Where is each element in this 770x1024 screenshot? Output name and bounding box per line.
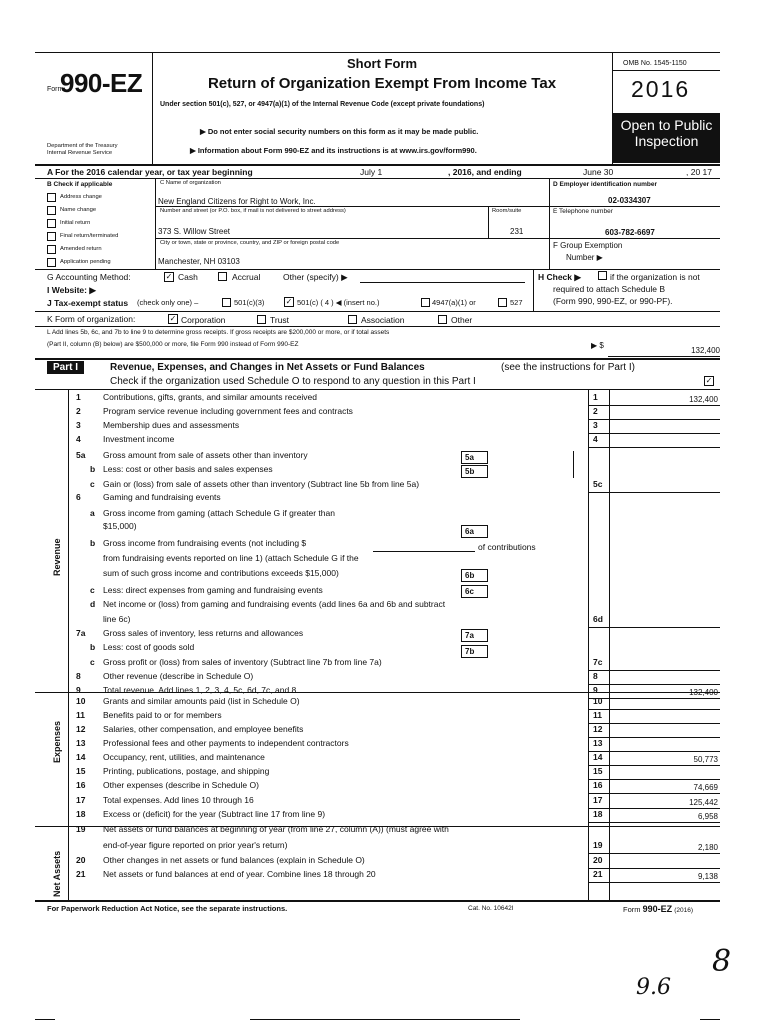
amount-row-rule [588,698,720,699]
under-section: Under section 501(c), 527, or 4947(a)(1) of the Internal Revenue Code (except private foundations) [160,101,485,108]
line-number: b [90,642,96,652]
phone-label: E Telephone number [553,208,613,215]
amount-row-rule [588,868,720,869]
line-number: 21 [76,869,86,879]
line-text: Gross income from fundraising events (not including $ [103,538,307,548]
column-line-label: 6d [593,614,603,624]
group-exemption-label: F Group Exemption [553,241,623,250]
amount-row-rule [588,709,720,710]
line-l-text2: (Part II, column (B) below) are $500,000 or more, file Form 990 instead of Form 990-EZ [47,341,299,348]
column-line-label: 5c [593,479,603,489]
line-number: b [90,464,96,474]
net-assets-side-label: Net Assets [52,850,62,897]
line-text: Gain or (loss) from sale of assets other than inventory (Subtract line 5b from line 5a) [103,479,420,489]
line-number: 9 [76,685,81,695]
check-h-text3: required to attach Schedule B [553,284,665,294]
line-text: Program service revenue including government fees and contracts [103,406,353,416]
name-change-checkbox[interactable] [47,206,56,215]
line-text: Gross amount from sale of assets other than inventory [103,450,308,460]
line-amount[interactable]: 50,773 [693,755,718,764]
info-notice: ▶ Information about Form 990-EZ and its instructions is at www.irs.gov/form990. [190,146,477,155]
dept-label: Department of the Treasury [47,143,118,149]
line-amount[interactable]: 132,400 [689,688,718,697]
line-text: Net income or (loss) from gaming and fundraising events (add lines 6a and 6b and subtract [103,599,446,609]
line-text: Other changes in net assets or fund balances (explain in Schedule O) [103,855,365,865]
line-text: Membership dues and assessments [103,420,240,430]
name-change-label: Name change [60,207,97,213]
column-line-label: 11 [593,710,602,720]
amount-row-rule [588,793,720,794]
footer-form-year: (2016) [674,907,693,914]
other-method-label: Other (specify) ▶ [283,272,348,282]
application-pending-checkbox[interactable] [47,258,56,267]
section-b-label: B Check if applicable [47,181,113,188]
revenue-side-label: Revenue [52,538,62,576]
line-amount[interactable]: 2,180 [697,843,718,852]
line-amount[interactable]: 74,669 [693,783,718,792]
line-number: 3 [76,420,81,430]
tax-year-begin: July 1 [360,167,383,177]
address-change-label: Address change [60,194,102,200]
tax-year-end-year: , 20 17 [686,167,712,177]
column-line-label: 18 [593,809,603,819]
org-name[interactable]: New England Citizens for Right to Work, Inc. [158,197,316,206]
trust-label: Trust [270,315,290,325]
box-6b: 6b [461,569,488,582]
paperwork-notice: For Paperwork Reduction Act Notice, see the separate instructions. [47,904,288,913]
ein-value[interactable]: 02-0334307 [608,196,651,205]
other-org-checkbox[interactable] [438,315,447,324]
ssn-notice: ▶ Do not enter social security numbers on this form as it may be made public. [200,127,479,136]
form-prefix: Form [47,86,64,93]
line-number: 8 [76,671,81,681]
amount-row-rule [588,751,720,752]
amount-row-rule [588,723,720,724]
amount-row-rule [588,684,720,685]
501c3-checkbox[interactable] [222,298,231,307]
amount-row-rule [588,853,720,854]
amount-row-rule [588,779,720,780]
amount-row-rule [588,808,720,809]
amended-return-checkbox[interactable] [47,245,56,254]
line-number: 16 [76,780,86,790]
initial-return-checkbox[interactable] [47,219,56,228]
association-checkbox[interactable] [348,315,357,324]
amount-row-rule [588,822,720,823]
tax-exempt-label: J Tax-exempt status [47,298,129,308]
amount-row-rule [588,627,720,628]
527-checkbox[interactable] [498,298,507,307]
501c3-label: 501(c)(3) [234,298,265,307]
line-number: 4 [76,434,81,444]
line-amount[interactable]: 6,958 [697,812,718,821]
box-5b: 5b [461,465,488,478]
website-label: I Website: ▶ [47,285,96,295]
final-return-checkbox[interactable] [47,232,56,241]
open-public-label: Open to Public [620,117,713,133]
column-line-label: 13 [593,738,603,748]
schedule-o-check-text: Check if the organization used Schedule O to respond to any question in this Part I [110,376,476,387]
line-number: 5a [76,450,86,460]
column-line-label: 12 [593,724,603,734]
tax-year: 2016 [631,76,691,102]
column-line-label: 19 [593,840,603,850]
ein-label: D Employer identification number [553,181,658,188]
line-number: 7a [76,628,86,638]
line-text: Gross income from gaming (attach Schedule G if greater than [103,508,335,518]
line-text: line 6c) [103,614,131,624]
line-number: c [90,585,95,595]
line-number: 15 [76,766,86,776]
line-number: 17 [76,795,86,805]
expenses-side-label: Expenses [52,720,62,763]
line-text: Other expenses (describe in Schedule O) [103,780,259,790]
city-state-zip[interactable]: Manchester, NH 03103 [158,257,240,266]
column-line-label: 17 [593,795,603,805]
footer-form-label [623,904,693,914]
inspection-label: Inspection [634,133,699,149]
amended-return-label: Amended return [60,246,102,252]
line-number: 19 [76,824,86,834]
column-line-label: 14 [593,752,603,762]
column-line-label: 20 [593,855,603,865]
line-amount[interactable]: 125,442 [689,798,718,807]
form-number: 990-EZ [60,68,143,98]
line-number: 13 [76,738,86,748]
line-number: 18 [76,809,86,819]
catalog-number: Cat. No. 10642I [468,905,514,912]
phone-value[interactable]: 603-782-6697 [605,228,655,237]
handwritten-note-2: 8 [712,944,732,979]
501c-label: 501(c) ( 4 ) ◀ (insert no.) [297,298,380,307]
final-return-label: Final return/terminated [60,233,119,239]
accrual-label: Accrual [232,272,261,282]
line-text: sum of such gross income and contributions exceeds $15,000) [103,568,339,578]
line-text: Occupancy, rent, utilities, and maintenance [103,752,265,762]
line-number: 1 [76,392,81,402]
box-6a: 6a [461,525,488,538]
amount-row-rule [588,492,720,493]
form-title: Return of Organization Exempt From Income Tax [207,75,557,92]
line-text: Gaming and fundraising events [103,492,221,502]
line-text: Investment income [103,434,175,444]
line-text: Net assets or fund balances at beginning of year (from line 27, column (A)) (must agree with [103,824,449,834]
trust-checkbox[interactable] [257,315,266,324]
line-text: Gross sales of inventory, less returns and allowances [103,628,304,638]
org-form-label: K Form of organization: [47,314,136,324]
part1-title: Revenue, Expenses, and Changes in Net Assets or Fund Balances [110,362,425,373]
line-number: c [90,657,95,667]
check-h-text2: if the organization is not [610,272,700,282]
4947-label: 4947(a)(1) or [432,298,476,307]
line-text: Other revenue (describe in Schedule O) [103,671,254,681]
city-label: City or town, state or province, country, and ZIP or foreign postal code [160,240,340,246]
line-text: end-of-year figure reported on prior year's return) [103,840,288,850]
box-6c: 6c [461,585,488,598]
line-number: c [90,479,95,489]
column-line-label: 4 [593,434,598,444]
line-number: 2 [76,406,81,416]
line-number: 10 [76,696,86,706]
accrual-checkbox[interactable] [218,272,227,281]
column-line-label: 8 [593,671,598,681]
box-7b: 7b [461,645,488,658]
address-change-checkbox[interactable] [47,193,56,202]
check-h-label: H Check ▶ [538,272,581,282]
omb-number: OMB No. 1545-1150 [623,60,687,67]
check-h-text4: (Form 990, 990-EZ, or 990-PF). [553,296,673,306]
line-number: b [90,538,96,548]
line-text: Benefits paid to or for members [103,710,222,720]
column-line-label: 16 [593,780,603,790]
line-number: a [90,508,95,518]
contrib-suffix: of contributions [478,542,536,552]
accounting-method-label: G Accounting Method: [47,272,131,282]
line-text: Excess or (deficit) for the year (Subtract line 17 from line 9) [103,809,326,819]
amount-row-rule [588,433,720,434]
amount-row-rule [588,447,720,448]
line-text: Less: direct expenses from gaming and fundraising events [103,585,323,595]
line-text: Grants and similar amounts paid (list in Schedule O) [103,696,300,706]
line-number: 6 [76,492,81,502]
street-address[interactable]: 373 S. Willow Street [158,227,231,236]
application-pending-label: Application pending [60,259,111,265]
line-l-text1: L Add lines 5b, 6c, and 7b to line 9 to determine gross receipts. If gross receipts are $200,000 or more, or if total assets [47,329,390,336]
line-number: 11 [76,710,85,720]
line-text: Net assets or fund balances at end of year. Combine lines 18 through 20 [103,869,376,879]
4947-checkbox[interactable] [421,298,430,307]
corporation-checkbox[interactable]: ✓ [169,314,177,323]
column-line-label: 7c [593,657,603,667]
column-line-label: 10 [593,696,603,706]
line-text: Contributions, gifts, grants, and similar amounts received [103,392,318,402]
line-number: 12 [76,724,86,734]
corporation-label: Corporation [181,315,226,325]
room-label: Room/suite [492,208,522,214]
tax-year-mid: , 2016, and ending [448,167,522,177]
tax-year-end: June 30 [583,167,614,177]
line-amount[interactable]: 132,400 [689,395,718,404]
street-label: Number and street (or P.O. box, if mail is not delivered to street address) [160,208,346,214]
line-text: Salaries, other compensation, and employee benefits [103,724,304,734]
association-label: Association [361,315,405,325]
irs-label: Internal Revenue Service [47,150,113,156]
footer-form-prefix: Form [623,905,641,914]
amount-row-rule [588,405,720,406]
line-text: Printing, publications, postage, and shipping [103,766,270,776]
line-number: 20 [76,855,86,865]
box-5a: 5a [461,451,488,464]
line-a-label: A For the 2016 calendar year, or tax year beginning [47,167,253,177]
amount-row-rule [588,419,720,420]
column-line-label: 15 [593,766,603,776]
line-number: d [90,599,96,609]
schedule-b-checkbox[interactable] [598,271,607,280]
part1-tag: Part I [47,361,84,374]
handwritten-note-1: 9.6 [636,975,671,1000]
line-text: from fundraising events reported on line 1) (attach Schedule G if the [103,553,359,563]
line-number: 14 [76,752,86,762]
initial-return-label: Initial return [60,220,91,226]
schedule-o-checkbox[interactable]: ✓ [705,376,713,385]
column-line-label: 3 [593,420,598,430]
amount-row-rule [588,670,720,671]
line-text: Less: cost of goods sold [103,642,195,652]
line-text: Gross profit or (loss) from sales of inventory (Subtract line 7b from line 7a) [103,657,382,667]
line-amount[interactable]: 9,138 [697,872,718,881]
org-name-label: C Name of organization [160,180,221,186]
line-text: Total expenses. Add lines 10 through 16 [103,795,254,805]
short-form-label: Short Form [346,56,418,71]
line-l-arrow: ▶ $ [591,341,604,350]
footer-form-number: 990-EZ [642,904,673,914]
amount-row-rule [588,882,720,883]
top-rule [35,52,720,53]
tax-exempt-hint: (check only one) – [137,298,199,307]
column-line-label: 1 [593,392,598,402]
room-suite[interactable]: 231 [510,227,524,236]
527-label: 527 [510,298,523,307]
line-text: $15,000) [103,521,137,531]
column-line-label: 21 [593,869,603,879]
part1-title-note: (see the instructions for Part I) [501,362,635,373]
column-line-label: 9 [593,685,598,695]
group-number-label: Number ▶ [566,253,603,262]
501c-checkbox[interactable]: ✓ [285,297,293,306]
column-line-label: 2 [593,406,598,416]
line-text: Professional fees and other payments to independent contractors [103,738,349,748]
line-text: Less: cost or other basis and sales expenses [103,464,273,474]
amount-row-rule [588,765,720,766]
cash-label: Cash [178,272,198,282]
gross-receipts-value[interactable]: 132,400 [691,346,720,355]
cash-checkbox[interactable]: ✓ [165,272,173,281]
line-text: Total revenue. Add lines 1, 2, 3, 4, 5c, 6d, 7c, and 8 [103,685,297,695]
amount-row-rule [588,737,720,738]
other-org-label: Other [451,315,473,325]
open-public-box [613,113,720,163]
box-7a: 7a [461,629,488,642]
